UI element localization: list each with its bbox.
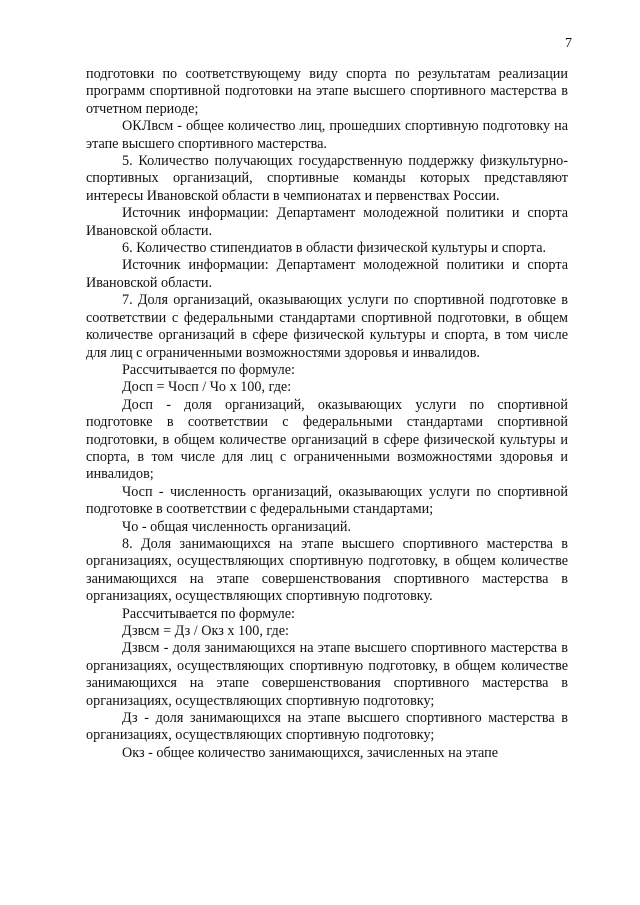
paragraph: Рассчитывается по формуле: (122, 361, 295, 378)
paragraph: ОКЛвсм - общее количество лиц, прошедших спортивную подготовку на этапе высшего спортивного мастерства. (86, 118, 568, 152)
paragraph: Досп = Чосп / Чо х 100, где: (122, 379, 292, 396)
paragraph: Источник информации: Департамент молодежной политики и спорта Ивановской области. (86, 205, 568, 239)
paragraph: Рассчитывается по формуле: (122, 605, 295, 622)
paragraph: Досп - доля организаций, оказывающих услуги по спортивной подготовке в соответствии с федеральными стандартами спортивной подготовки, в общем количестве организаций в сфере физической культуры и спорта, в том числе для лиц с ограниченными возможностями здоровья и инвалидов; (86, 396, 568, 483)
paragraph: Чо - общая численность организаций. (122, 518, 352, 535)
paragraph: Чосп - численность организаций, оказывающих услуги по спортивной подготовке в соответствии с федеральными стандартами; (86, 483, 568, 518)
paragraph: Источник информации: Департамент молодежной политики и спорта Ивановской области. (86, 257, 568, 291)
paragraph: 5. Количество получающих государственную поддержку физкультурно-спортивных организаций, спортивные команды которых представляют интересы Ивановской области в чемпионатах и первенствах России. (86, 153, 568, 204)
paragraph: Окз - общее количество занимающихся, зачисленных на этапе (122, 744, 499, 761)
paragraph: Дзвсм - доля занимающихся на этапе высшего спортивного мастерства в организациях, осуществляющих спортивную подготовку, в общем количестве занимающихся на этапе совершенствования спортивного мастерства в организациях, осуществляющих спортивную подготовку; (86, 640, 568, 709)
document-body (86, 66, 568, 762)
paragraph: Дз - доля занимающихся на этапе высшего спортивного мастерства в организациях, осуществляющих спортивную подготовку; (86, 710, 568, 744)
paragraph: 8. Доля занимающихся на этапе высшего спортивного мастерства в организациях, осуществляющих спортивную подготовку, в общем количестве занимающихся на этапе совершенствования спортивного мастерства в организациях, осуществляющих спортивную подготовку. (86, 535, 568, 605)
page-number: 7 (565, 36, 572, 51)
paragraph: 6. Количество стипендиатов в области физической культуры и спорта. (122, 240, 547, 257)
paragraph: подготовки по соответствующему виду спорта по результатам реализации программ спортивной подготовки на этапе высшего спортивного мастерства в отчетном периоде; (86, 66, 568, 117)
paragraph: Дзвсм = Дз / Окз х 100, где: (122, 623, 289, 639)
paragraph: 7. Доля организаций, оказывающих услуги по спортивной подготовке в соответствии с федеральными стандартами спортивной подготовки, в общем количестве организаций в сфере физической культуры и спорта, в том числе для лиц с ограниченными возможностями здоровья и инвалидов. (86, 292, 568, 361)
